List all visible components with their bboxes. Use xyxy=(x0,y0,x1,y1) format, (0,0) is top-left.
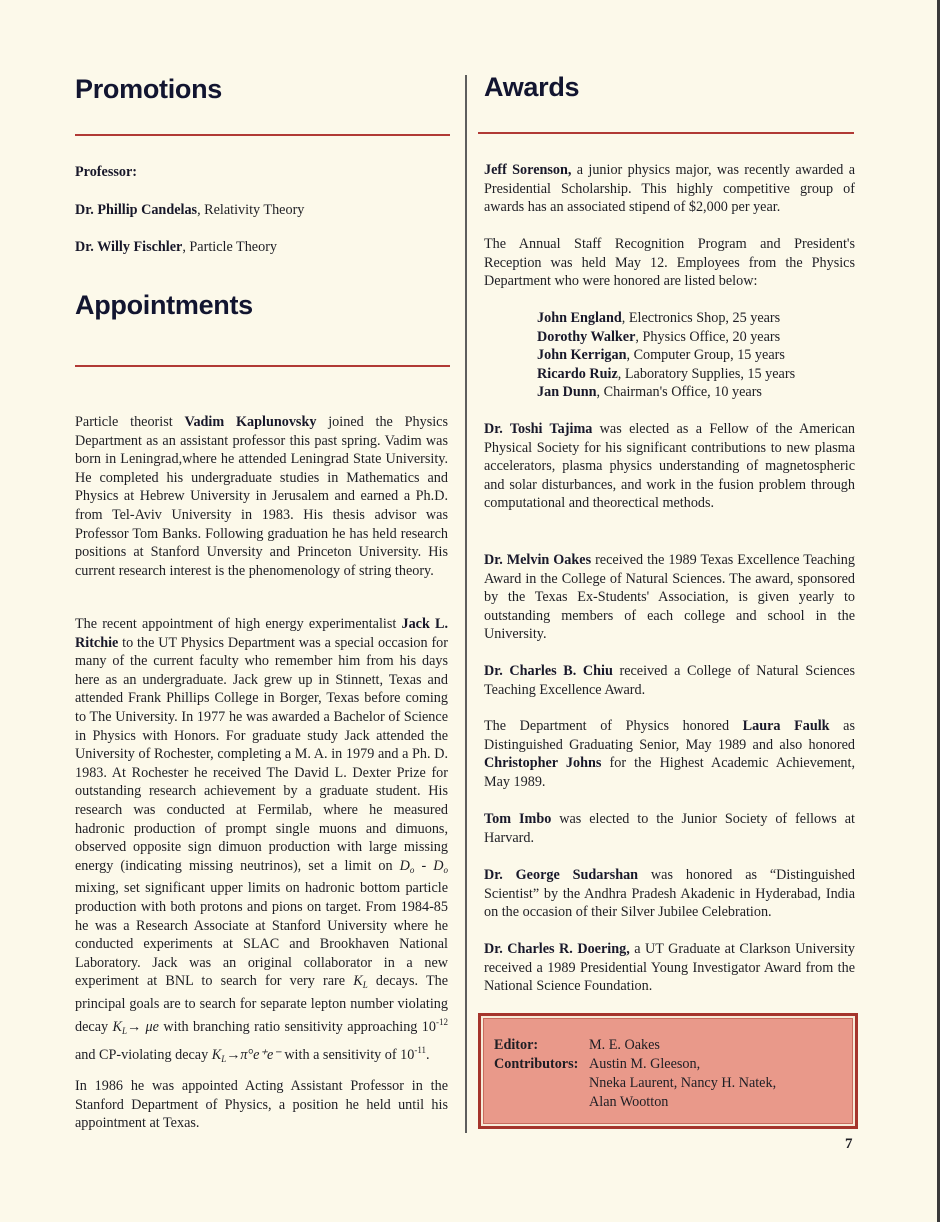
contributor-name: Nneka Laurent, Nancy H. Natek, xyxy=(589,1075,777,1091)
appointments-heading: Appointments xyxy=(75,290,253,320)
honoree-item: Jan Dunn, Chairman's Office, 10 years xyxy=(537,384,762,401)
appointment-ritchie-paragraph: The recent appointment of high energy experimentalist Jack L. Ritchie to the UT Physics Department was a special occasion for many of the current faculty who remember him from his days here as an undergraduate. Jack grew up in Stinnett, Texas and attended Frank Phillips College in Borger, Texas before coming to The University. In 1977 he was awarded a Bachelor of Science in Physics with Honors. For graduate study Jack attended the University of Rochester, completing a M. A. in 1979 and a Ph. D. 1983. At Rochester he received The David L. Dexter Prize for outstanding research achievement by a graduate student. His research was conducted at Fermilab, where he measured hadronic production of prompt single muons and dimuons, observed opposite sign dimuon production with large missing energy (indicating missing neutrinos), set a limit on $D_o - D_o$ mixing, set significant upper limits on hadronic bottom particle production with both protons and pions on target. From 1984-85 he was a Research Associate at Stanford University where he conducted experiments at SLAC and Brookhaven National Laboratory. Jack was an original collaborator in a new experiment at BNL to search for very rare $K_L$ decays. The principal goals are to search for separate lepton number violating decay $K_L\to \mu e$ with branching ratio sensitivity approaching $10^{-12}$ and CP-violating decay $K_L\to\pi^\circ e^+e^-$ with a sensitivity of $10^{-11}$. xyxy=(75,616,449,1065)
award-imbo-paragraph: Tom Imbo was elected to the Junior Society of fellows at Harvard. xyxy=(484,811,855,846)
honoree-item: John England, Electronics Shop, 25 years xyxy=(537,310,781,326)
appointments-rule xyxy=(75,365,450,367)
awards-heading: Awards xyxy=(484,72,580,102)
award-chiu-paragraph: Dr. Charles B. Chiu received a College of Natural Sciences Teaching Excellence Award. xyxy=(484,663,855,698)
editor-name: M. E. Oakes xyxy=(589,1037,660,1053)
awards-rule xyxy=(478,132,854,134)
award-sorenson-paragraph: Jeff Sorenson, a junior physics major, was recently awarded a Presidential Scholarship. This highly competitive group of awards has an associated stipend of $2,000 per year. xyxy=(484,162,855,216)
honoree-item: John Kerrigan, Computer Group, 15 years xyxy=(537,347,785,364)
honoree-list xyxy=(484,309,795,402)
award-faulk-johns-paragraph: The Department of Physics honored Laura Faulk as Distinguished Graduating Senior, May 1989 and also honored Christopher Johns for the Highest Academic Achievement, May 1989. xyxy=(484,718,855,790)
contributor-name: Austin M. Gleeson, xyxy=(589,1056,701,1072)
editor-row xyxy=(494,1036,660,1055)
contributors-label: Contributors: xyxy=(494,1056,579,1072)
appointment-ritchie-stanford-paragraph: In 1986 he was appointed Acting Assistant Professor in the Stanford Department of Physics, a position he held until his appointment at Texas. xyxy=(75,1078,448,1132)
promotion-item: Dr. Willy Fischler, Particle Theory xyxy=(75,239,278,255)
credits-box xyxy=(478,1013,858,1129)
staff-recognition-paragraph: The Annual Staff Recognition Program and President's Reception was held May 12. Employees from the Physics Department who were honored are listed below: xyxy=(484,236,855,290)
appointment-kaplunovsky-paragraph: Particle theorist Vadim Kaplunovsky joined the Physics Department as an assistant professor this past spring. Vadim was born in Leningrad,where he attended Leningrad State University. He completed his undergraduate studies in Mathematics and Physics at Hebrew University in Jerusalem and earned a Ph.D. from Tel-Aviv University in 1983. His thesis advisor was Professor Tom Banks. Following graduation he has held research positions at Stanford Unversity and Princeton University. His current research interest is the phenomenology of string theory. xyxy=(75,414,449,579)
award-sudarshan-paragraph: Dr. George Sudarshan was honored as “Distinguished Scientist” by the Andhra Pradesh Akadenic in Hyderabad, India on the occasion of their Silver Jubilee Celebration. xyxy=(484,867,855,921)
promotion-item: Dr. Phillip Candelas, Relativity Theory xyxy=(75,202,305,218)
promotions-heading: Promotions xyxy=(75,74,223,104)
honoree-item: Ricardo Ruiz, Laboratory Supplies, 15 years xyxy=(537,365,796,382)
column-divider xyxy=(465,75,467,1133)
promotions-label: Professor: xyxy=(75,164,137,180)
contributor-name: Alan Wootton xyxy=(589,1094,669,1110)
page-number: 7 xyxy=(845,1136,853,1152)
honoree-item: Dorothy Walker, Physics Office, 20 years xyxy=(537,328,781,345)
credits-box-inner xyxy=(483,1018,853,1124)
award-doering-paragraph: Dr. Charles R. Doering, a UT Graduate at Clarkson University received a 1989 Presidential Young Investigator Award from the National Science Foundation. xyxy=(484,941,855,995)
promotions-rule xyxy=(75,134,450,136)
editor-label: Editor: xyxy=(494,1037,539,1053)
award-oakes-paragraph: Dr. Melvin Oakes received the 1989 Texas Excellence Teaching Award in the College of Natural Sciences. The award, sponsored by the Texas Ex-Students' Association, is given yearly to outstanding members of each college and school in the University. xyxy=(484,552,855,643)
contributors-row xyxy=(494,1055,700,1074)
award-tajima-paragraph: Dr. Toshi Tajima was elected as a Fellow of the American Physical Society for his significant contributions to new plasma accelerators, plasma physics understanding of magnetospheric and solar disturbances, and work in the fusion problem through computational and theorectical methods. xyxy=(484,421,855,512)
